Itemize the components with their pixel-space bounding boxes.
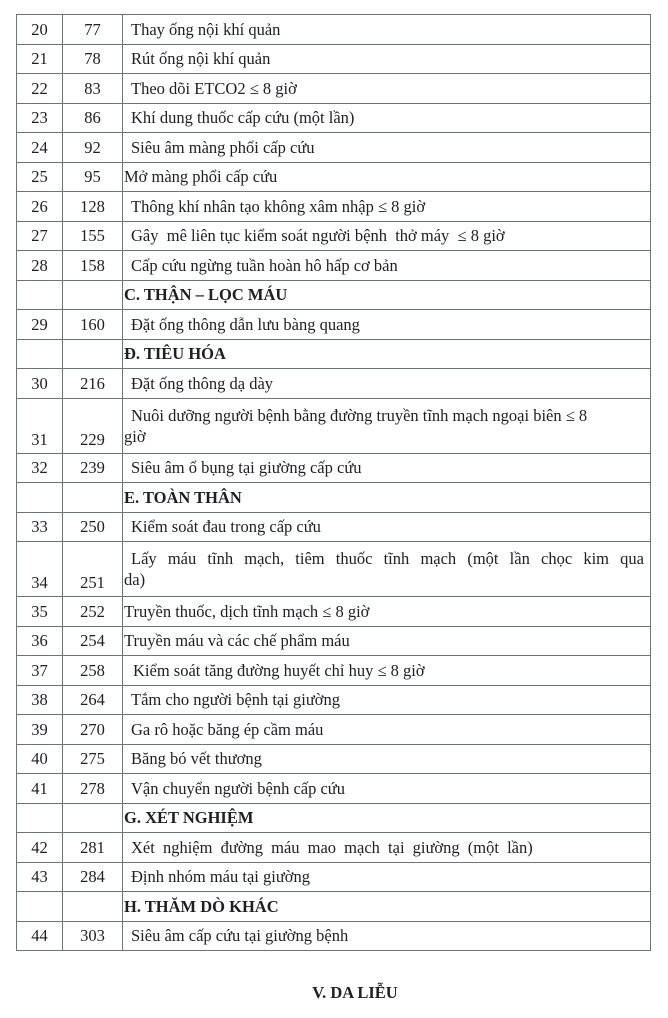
table-row xyxy=(17,15,651,45)
procedure-name-line-1: Lấy máu tĩnh mạch, tiêm thuốc tĩnh mạch (một lần chọc kim qua xyxy=(131,549,644,568)
row-code: 128 xyxy=(63,192,123,222)
row-procedure-name: Kiểm soát tăng đường huyết chỉ huy ≤ 8 giờ xyxy=(123,656,651,686)
row-procedure-name: Siêu âm ổ bụng tại giường cấp cứu xyxy=(123,453,651,483)
row-stt: 42 xyxy=(17,833,63,863)
row-code-empty xyxy=(63,339,123,369)
table-row xyxy=(17,715,651,745)
row-procedure-name: Kiểm soát đau trong cấp cứu xyxy=(123,512,651,542)
row-stt-empty xyxy=(17,483,63,513)
row-stt: 30 xyxy=(17,369,63,399)
table-row xyxy=(17,685,651,715)
row-stt: 40 xyxy=(17,744,63,774)
row-code: 95 xyxy=(63,162,123,192)
row-procedure-name: Định nhóm máu tại giường xyxy=(123,862,651,892)
row-stt: 33 xyxy=(17,512,63,542)
row-stt: 23 xyxy=(17,103,63,133)
row-code: 258 xyxy=(63,656,123,686)
row-procedure-name: Truyền thuốc, dịch tĩnh mạch ≤ 8 giờ xyxy=(123,597,651,627)
section-header-row xyxy=(17,280,651,310)
row-stt: 29 xyxy=(17,310,63,340)
table-row xyxy=(17,103,651,133)
procedure-name-line-2: da) xyxy=(124,570,146,589)
row-procedure-name: Thông khí nhân tạo không xâm nhập ≤ 8 giờ xyxy=(123,192,651,222)
table-row xyxy=(17,310,651,340)
table-row xyxy=(17,774,651,804)
table-row xyxy=(17,453,651,483)
table-row xyxy=(17,512,651,542)
row-code: 239 xyxy=(63,453,123,483)
row-stt: 38 xyxy=(17,685,63,715)
row-code: 264 xyxy=(63,685,123,715)
section-header-row xyxy=(17,339,651,369)
row-procedure-name: Gây mê liên tục kiểm soát người bệnh thở máy ≤ 8 giờ xyxy=(123,221,651,251)
row-code: 275 xyxy=(63,744,123,774)
table-row xyxy=(17,133,651,163)
row-procedure-name: Đặt ống thông dẫn lưu bàng quang xyxy=(123,310,651,340)
row-code: 251 xyxy=(63,542,123,597)
table-row xyxy=(17,626,651,656)
row-procedure-name: Truyền máu và các chế phẩm máu xyxy=(123,626,651,656)
procedure-name-line-1: Nuôi dưỡng người bệnh bằng đường truyền tĩnh mạch ngoại biên ≤ 8 xyxy=(131,405,588,425)
row-code: 254 xyxy=(63,626,123,656)
row-stt: 25 xyxy=(17,162,63,192)
table-row xyxy=(17,44,651,74)
table-row xyxy=(17,744,651,774)
section-heading: E. TOÀN THÂN xyxy=(123,483,651,513)
table-row xyxy=(17,833,651,863)
row-stt: 28 xyxy=(17,251,63,281)
row-stt: 37 xyxy=(17,656,63,686)
row-code: 83 xyxy=(63,74,123,104)
row-procedure-name xyxy=(123,542,651,597)
row-procedure-name: Khí dung thuốc cấp cứu (một lần) xyxy=(123,103,651,133)
row-stt: 24 xyxy=(17,133,63,163)
row-stt-empty xyxy=(17,339,63,369)
section-heading: G. XÉT NGHIỆM xyxy=(123,803,651,833)
row-procedure-name: Siêu âm cấp cứu tại giường bệnh xyxy=(123,921,651,951)
row-code: 250 xyxy=(63,512,123,542)
row-code: 216 xyxy=(63,369,123,399)
table-row xyxy=(17,597,651,627)
row-code: 270 xyxy=(63,715,123,745)
row-procedure-name: Vận chuyển người bệnh cấp cứu xyxy=(123,774,651,804)
row-procedure-name: Rút ống nội khí quản xyxy=(123,44,651,74)
row-procedure-name: Siêu âm màng phổi cấp cứu xyxy=(123,133,651,163)
row-code: 278 xyxy=(63,774,123,804)
table-row xyxy=(17,862,651,892)
row-code: 284 xyxy=(63,862,123,892)
row-code: 303 xyxy=(63,921,123,951)
table-row xyxy=(17,542,651,597)
row-stt-empty xyxy=(17,803,63,833)
section-heading: Đ. TIÊU HÓA xyxy=(123,339,651,369)
row-stt: 27 xyxy=(17,221,63,251)
table-row xyxy=(17,369,651,399)
row-stt-empty xyxy=(17,280,63,310)
table-row xyxy=(17,656,651,686)
row-stt: 34 xyxy=(17,542,63,597)
row-code-empty xyxy=(63,892,123,922)
row-stt: 20 xyxy=(17,15,63,45)
table-row xyxy=(17,162,651,192)
row-procedure-name: Tắm cho người bệnh tại giường xyxy=(123,685,651,715)
row-code: 281 xyxy=(63,833,123,863)
section-header-row xyxy=(17,892,651,922)
row-stt: 32 xyxy=(17,453,63,483)
row-procedure-name xyxy=(123,398,651,453)
row-code: 229 xyxy=(63,398,123,453)
section-heading: H. THĂM DÒ KHÁC xyxy=(123,892,651,922)
section-header-row xyxy=(17,803,651,833)
row-stt: 36 xyxy=(17,626,63,656)
table-row xyxy=(17,192,651,222)
row-code: 160 xyxy=(63,310,123,340)
row-code-empty xyxy=(63,483,123,513)
row-stt: 26 xyxy=(17,192,63,222)
section-heading: C. THẬN – LỌC MÁU xyxy=(123,280,651,310)
row-stt-empty xyxy=(17,892,63,922)
procedure-name-line-2: giờ xyxy=(124,426,146,446)
row-procedure-name: Đặt ống thông dạ dày xyxy=(123,369,651,399)
row-code-empty xyxy=(63,280,123,310)
row-code: 92 xyxy=(63,133,123,163)
row-procedure-name: Cấp cứu ngừng tuần hoàn hô hấp cơ bản xyxy=(123,251,651,281)
row-code: 252 xyxy=(63,597,123,627)
row-stt: 43 xyxy=(17,862,63,892)
row-procedure-name: Theo dõi ETCO2 ≤ 8 giờ xyxy=(123,74,651,104)
row-procedure-name: Mở màng phổi cấp cứu xyxy=(123,162,651,192)
procedure-table xyxy=(16,14,651,951)
row-stt: 41 xyxy=(17,774,63,804)
table-row xyxy=(17,398,651,453)
procedure-table-body xyxy=(17,15,651,951)
next-section-heading: V. DA LIỄU xyxy=(312,983,398,1002)
row-code-empty xyxy=(63,803,123,833)
table-row xyxy=(17,251,651,281)
row-stt: 44 xyxy=(17,921,63,951)
row-procedure-name: Thay ống nội khí quản xyxy=(123,15,651,45)
row-procedure-name: Ga rô hoặc băng ép cầm máu xyxy=(123,715,651,745)
table-row xyxy=(17,921,651,951)
row-code: 155 xyxy=(63,221,123,251)
row-stt: 31 xyxy=(17,398,63,453)
row-code: 158 xyxy=(63,251,123,281)
row-stt: 35 xyxy=(17,597,63,627)
table-row xyxy=(17,221,651,251)
row-procedure-name: Xét nghiệm đường máu mao mạch tại giường (một lần) xyxy=(123,833,651,863)
section-header-row xyxy=(17,483,651,513)
row-stt: 39 xyxy=(17,715,63,745)
row-procedure-name: Băng bó vết thương xyxy=(123,744,651,774)
row-code: 77 xyxy=(63,15,123,45)
row-code: 86 xyxy=(63,103,123,133)
table-row xyxy=(17,74,651,104)
row-stt: 21 xyxy=(17,44,63,74)
row-stt: 22 xyxy=(17,74,63,104)
row-code: 78 xyxy=(63,44,123,74)
